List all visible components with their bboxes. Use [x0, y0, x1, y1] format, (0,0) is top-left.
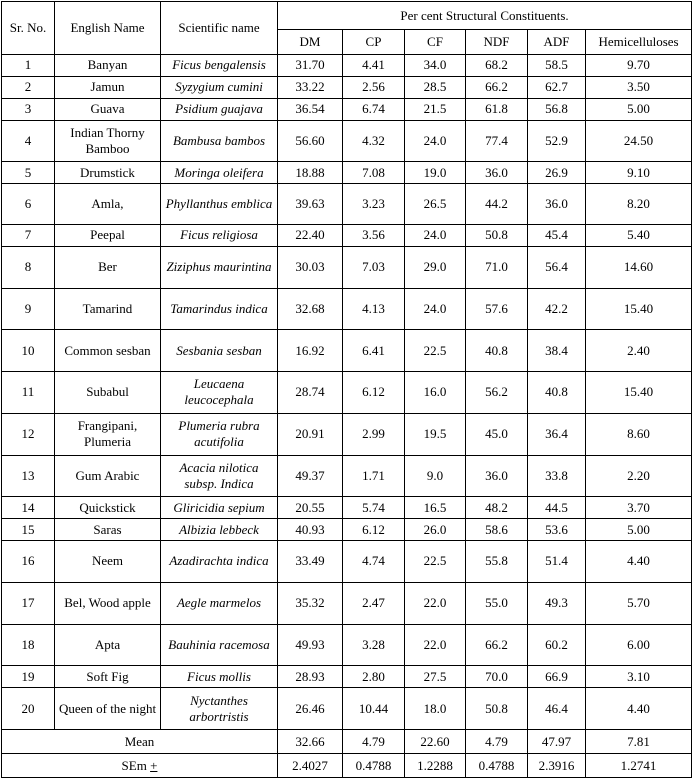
table-row [2, 162, 692, 184]
cell-adf: 44.5 [528, 497, 586, 519]
cell-adf: 42.2 [528, 288, 586, 330]
cell-ndf: 36.0 [466, 455, 528, 497]
cell-dm: 36.54 [278, 98, 343, 120]
sem-label: SEm [121, 757, 147, 773]
cell-scientific-name: Albizia lebbeck [161, 519, 278, 541]
cell-adf: 36.0 [528, 184, 586, 225]
cell-scientific-name: Tamarindus indica [161, 288, 278, 330]
table-row [2, 246, 692, 288]
cell-english-name: Neem [55, 541, 161, 583]
cell-cp: 4.74 [343, 541, 405, 583]
cell-cf: 22.5 [405, 330, 466, 372]
cell-cp: 6.12 [343, 519, 405, 541]
cell-dm: 32.68 [278, 288, 343, 330]
header-ndf: NDF [466, 30, 528, 55]
cell-hemicelluloses: 5.00 [586, 98, 692, 120]
cell-ndf: 36.0 [466, 162, 528, 184]
cell-cf: 9.0 [405, 455, 466, 497]
table-body [2, 55, 692, 730]
cell-cf: 24.0 [405, 225, 466, 247]
table-footer [2, 730, 692, 778]
cell-cp: 2.47 [343, 582, 405, 624]
cell-adf: 36.4 [528, 413, 586, 455]
cell-dm: 49.93 [278, 624, 343, 666]
cell-cf: 19.0 [405, 162, 466, 184]
table-row [2, 184, 692, 225]
cell-hemicelluloses: 5.70 [586, 582, 692, 624]
cell-ndf: 55.0 [466, 582, 528, 624]
mean-adf: 47.97 [528, 730, 586, 754]
cell-cp: 7.08 [343, 162, 405, 184]
cell-ndf: 66.2 [466, 76, 528, 98]
sem-cp: 0.4788 [343, 754, 405, 778]
cell-english-name: Quickstick [55, 497, 161, 519]
cell-adf: 56.4 [528, 246, 586, 288]
cell-english-name: Gum Arabic [55, 455, 161, 497]
cell-english-name: Peepal [55, 225, 161, 247]
cell-scientific-name: Gliricidia sepium [161, 497, 278, 519]
cell-cf: 21.5 [405, 98, 466, 120]
cell-ndf: 44.2 [466, 184, 528, 225]
cell-ndf: 70.0 [466, 666, 528, 688]
cell-dm: 22.40 [278, 225, 343, 247]
cell-ndf: 48.2 [466, 497, 528, 519]
cell-english-name: Ber [55, 246, 161, 288]
table-row [2, 455, 692, 497]
table-row [2, 624, 692, 666]
cell-cp: 2.99 [343, 413, 405, 455]
cell-sr-no: 5 [2, 162, 55, 184]
cell-ndf: 45.0 [466, 413, 528, 455]
header-dm: DM [278, 30, 343, 55]
header-cf: CF [405, 30, 466, 55]
cell-scientific-name: Acacia nilotica subsp. Indica [161, 455, 278, 497]
mean-ndf: 4.79 [466, 730, 528, 754]
header-scientific-name: Scientific name [161, 2, 278, 55]
mean-dm: 32.66 [278, 730, 343, 754]
cell-english-name: Frangipani, Plumeria [55, 413, 161, 455]
cell-english-name: Indian Thorny Bamboo [55, 120, 161, 162]
cell-dm: 30.03 [278, 246, 343, 288]
cell-adf: 49.3 [528, 582, 586, 624]
cell-cp: 4.32 [343, 120, 405, 162]
header-english-name: English Name [55, 2, 161, 55]
cell-sr-no: 15 [2, 519, 55, 541]
cell-adf: 38.4 [528, 330, 586, 372]
cell-english-name: Amla, [55, 184, 161, 225]
cell-ndf: 40.8 [466, 330, 528, 372]
cell-english-name: Apta [55, 624, 161, 666]
cell-hemicelluloses: 15.40 [586, 288, 692, 330]
cell-sr-no: 4 [2, 120, 55, 162]
cell-scientific-name: Azadirachta indica [161, 541, 278, 583]
cell-dm: 18.88 [278, 162, 343, 184]
cell-sr-no: 7 [2, 225, 55, 247]
cell-hemicelluloses: 3.70 [586, 497, 692, 519]
cell-hemicelluloses: 8.60 [586, 413, 692, 455]
cell-english-name: Guava [55, 98, 161, 120]
cell-adf: 26.9 [528, 162, 586, 184]
cell-sr-no: 14 [2, 497, 55, 519]
cell-ndf: 57.6 [466, 288, 528, 330]
cell-cf: 16.5 [405, 497, 466, 519]
cell-dm: 56.60 [278, 120, 343, 162]
table-row [2, 288, 692, 330]
cell-hemicelluloses: 4.40 [586, 541, 692, 583]
cell-sr-no: 8 [2, 246, 55, 288]
cell-sr-no: 3 [2, 98, 55, 120]
cell-sr-no: 6 [2, 184, 55, 225]
sem-ndf: 0.4788 [466, 754, 528, 778]
table-row [2, 666, 692, 688]
mean-hemicelluloses: 7.81 [586, 730, 692, 754]
cell-dm: 33.22 [278, 76, 343, 98]
cell-adf: 51.4 [528, 541, 586, 583]
cell-scientific-name: Leucaena leucocephala [161, 372, 278, 414]
cell-english-name: Banyan [55, 55, 161, 77]
header-hemicelluloses: Hemicelluloses [586, 30, 692, 55]
cell-cp: 3.23 [343, 184, 405, 225]
header-structural-constituents: Per cent Structural Constituents. [278, 2, 692, 30]
cell-sr-no: 11 [2, 372, 55, 414]
cell-cp: 3.28 [343, 624, 405, 666]
table-row [2, 541, 692, 583]
cell-hemicelluloses: 4.40 [586, 688, 692, 730]
cell-dm: 40.93 [278, 519, 343, 541]
table-row [2, 120, 692, 162]
sem-label-cell [2, 754, 278, 778]
sem-cf: 1.2288 [405, 754, 466, 778]
structural-constituents-table [1, 1, 692, 778]
cell-cf: 28.5 [405, 76, 466, 98]
header-adf: ADF [528, 30, 586, 55]
cell-adf: 56.8 [528, 98, 586, 120]
cell-sr-no: 2 [2, 76, 55, 98]
cell-dm: 35.32 [278, 582, 343, 624]
table-row [2, 688, 692, 730]
cell-ndf: 50.8 [466, 688, 528, 730]
cell-sr-no: 16 [2, 541, 55, 583]
table-header [2, 2, 692, 55]
cell-cp: 5.74 [343, 497, 405, 519]
cell-dm: 33.49 [278, 541, 343, 583]
cell-scientific-name: Aegle marmelos [161, 582, 278, 624]
cell-cf: 26.5 [405, 184, 466, 225]
cell-dm: 28.93 [278, 666, 343, 688]
cell-cf: 18.0 [405, 688, 466, 730]
cell-dm: 49.37 [278, 455, 343, 497]
cell-adf: 53.6 [528, 519, 586, 541]
table-row [2, 413, 692, 455]
cell-cp: 6.74 [343, 98, 405, 120]
sem-dm: 2.4027 [278, 754, 343, 778]
cell-sr-no: 12 [2, 413, 55, 455]
mean-row [2, 730, 692, 754]
cell-cf: 22.5 [405, 541, 466, 583]
cell-sr-no: 9 [2, 288, 55, 330]
cell-english-name: Tamarind [55, 288, 161, 330]
mean-cp: 4.79 [343, 730, 405, 754]
cell-hemicelluloses: 8.20 [586, 184, 692, 225]
cell-sr-no: 19 [2, 666, 55, 688]
cell-hemicelluloses: 9.10 [586, 162, 692, 184]
cell-adf: 52.9 [528, 120, 586, 162]
table-row [2, 519, 692, 541]
cell-cf: 22.0 [405, 624, 466, 666]
cell-dm: 20.55 [278, 497, 343, 519]
cell-sr-no: 10 [2, 330, 55, 372]
cell-ndf: 61.8 [466, 98, 528, 120]
cell-english-name: Subabul [55, 372, 161, 414]
cell-scientific-name: Syzygium cumini [161, 76, 278, 98]
cell-cf: 16.0 [405, 372, 466, 414]
header-cp: CP [343, 30, 405, 55]
cell-cf: 26.0 [405, 519, 466, 541]
cell-scientific-name: Psidium guajava [161, 98, 278, 120]
cell-dm: 28.74 [278, 372, 343, 414]
cell-cp: 7.03 [343, 246, 405, 288]
mean-cf: 22.60 [405, 730, 466, 754]
cell-scientific-name: Phyllanthus emblica [161, 184, 278, 225]
cell-scientific-name: Ficus mollis [161, 666, 278, 688]
cell-cf: 27.5 [405, 666, 466, 688]
cell-hemicelluloses: 14.60 [586, 246, 692, 288]
cell-hemicelluloses: 2.20 [586, 455, 692, 497]
cell-sr-no: 17 [2, 582, 55, 624]
cell-adf: 66.9 [528, 666, 586, 688]
cell-sr-no: 18 [2, 624, 55, 666]
sem-adf: 2.3916 [528, 754, 586, 778]
cell-english-name: Jamun [55, 76, 161, 98]
cell-dm: 20.91 [278, 413, 343, 455]
cell-hemicelluloses: 5.40 [586, 225, 692, 247]
table-row [2, 372, 692, 414]
cell-hemicelluloses: 24.50 [586, 120, 692, 162]
table-row [2, 98, 692, 120]
cell-cp: 10.44 [343, 688, 405, 730]
cell-cf: 24.0 [405, 120, 466, 162]
cell-scientific-name: Bambusa bambos [161, 120, 278, 162]
cell-hemicelluloses: 5.00 [586, 519, 692, 541]
cell-cf: 24.0 [405, 288, 466, 330]
cell-hemicelluloses: 3.10 [586, 666, 692, 688]
cell-english-name: Soft Fig [55, 666, 161, 688]
cell-hemicelluloses: 3.50 [586, 76, 692, 98]
cell-scientific-name: Ficus religiosa [161, 225, 278, 247]
cell-hemicelluloses: 2.40 [586, 330, 692, 372]
cell-cf: 22.0 [405, 582, 466, 624]
cell-ndf: 66.2 [466, 624, 528, 666]
cell-cp: 4.41 [343, 55, 405, 77]
mean-label: Mean [2, 730, 278, 754]
cell-cp: 6.41 [343, 330, 405, 372]
cell-cp: 3.56 [343, 225, 405, 247]
cell-scientific-name: Ziziphus maurintina [161, 246, 278, 288]
cell-sr-no: 1 [2, 55, 55, 77]
cell-scientific-name: Plumeria rubra acutifolia [161, 413, 278, 455]
cell-cp: 4.13 [343, 288, 405, 330]
cell-scientific-name: Ficus bengalensis [161, 55, 278, 77]
cell-ndf: 58.6 [466, 519, 528, 541]
cell-english-name: Common sesban [55, 330, 161, 372]
cell-ndf: 50.8 [466, 225, 528, 247]
table-row [2, 330, 692, 372]
sem-hemicelluloses: 1.2741 [586, 754, 692, 778]
cell-ndf: 68.2 [466, 55, 528, 77]
table-row [2, 225, 692, 247]
cell-ndf: 77.4 [466, 120, 528, 162]
cell-hemicelluloses: 15.40 [586, 372, 692, 414]
cell-hemicelluloses: 9.70 [586, 55, 692, 77]
cell-cf: 19.5 [405, 413, 466, 455]
cell-scientific-name: Nyctanthes arbortristis [161, 688, 278, 730]
cell-scientific-name: Sesbania sesban [161, 330, 278, 372]
cell-english-name: Saras [55, 519, 161, 541]
table-row [2, 76, 692, 98]
cell-ndf: 71.0 [466, 246, 528, 288]
cell-english-name: Drumstick [55, 162, 161, 184]
cell-adf: 40.8 [528, 372, 586, 414]
table-row [2, 55, 692, 77]
cell-adf: 62.7 [528, 76, 586, 98]
cell-ndf: 55.8 [466, 541, 528, 583]
cell-dm: 31.70 [278, 55, 343, 77]
cell-sr-no: 13 [2, 455, 55, 497]
header-sr-no: Sr. No. [2, 2, 55, 55]
cell-cp: 1.71 [343, 455, 405, 497]
cell-english-name: Bel, Wood apple [55, 582, 161, 624]
cell-adf: 46.4 [528, 688, 586, 730]
cell-adf: 60.2 [528, 624, 586, 666]
cell-cf: 34.0 [405, 55, 466, 77]
table-row [2, 497, 692, 519]
cell-dm: 39.63 [278, 184, 343, 225]
sem-plus-minus: + [150, 757, 158, 773]
cell-adf: 45.4 [528, 225, 586, 247]
cell-adf: 33.8 [528, 455, 586, 497]
sem-row [2, 754, 692, 778]
cell-cf: 29.0 [405, 246, 466, 288]
cell-scientific-name: Bauhinia racemosa [161, 624, 278, 666]
cell-dm: 26.46 [278, 688, 343, 730]
cell-adf: 58.5 [528, 55, 586, 77]
cell-cp: 6.12 [343, 372, 405, 414]
cell-cp: 2.80 [343, 666, 405, 688]
cell-scientific-name: Moringa oleifera [161, 162, 278, 184]
cell-dm: 16.92 [278, 330, 343, 372]
cell-ndf: 56.2 [466, 372, 528, 414]
cell-english-name: Queen of the night [55, 688, 161, 730]
table-row [2, 582, 692, 624]
cell-cp: 2.56 [343, 76, 405, 98]
cell-sr-no: 20 [2, 688, 55, 730]
cell-hemicelluloses: 6.00 [586, 624, 692, 666]
